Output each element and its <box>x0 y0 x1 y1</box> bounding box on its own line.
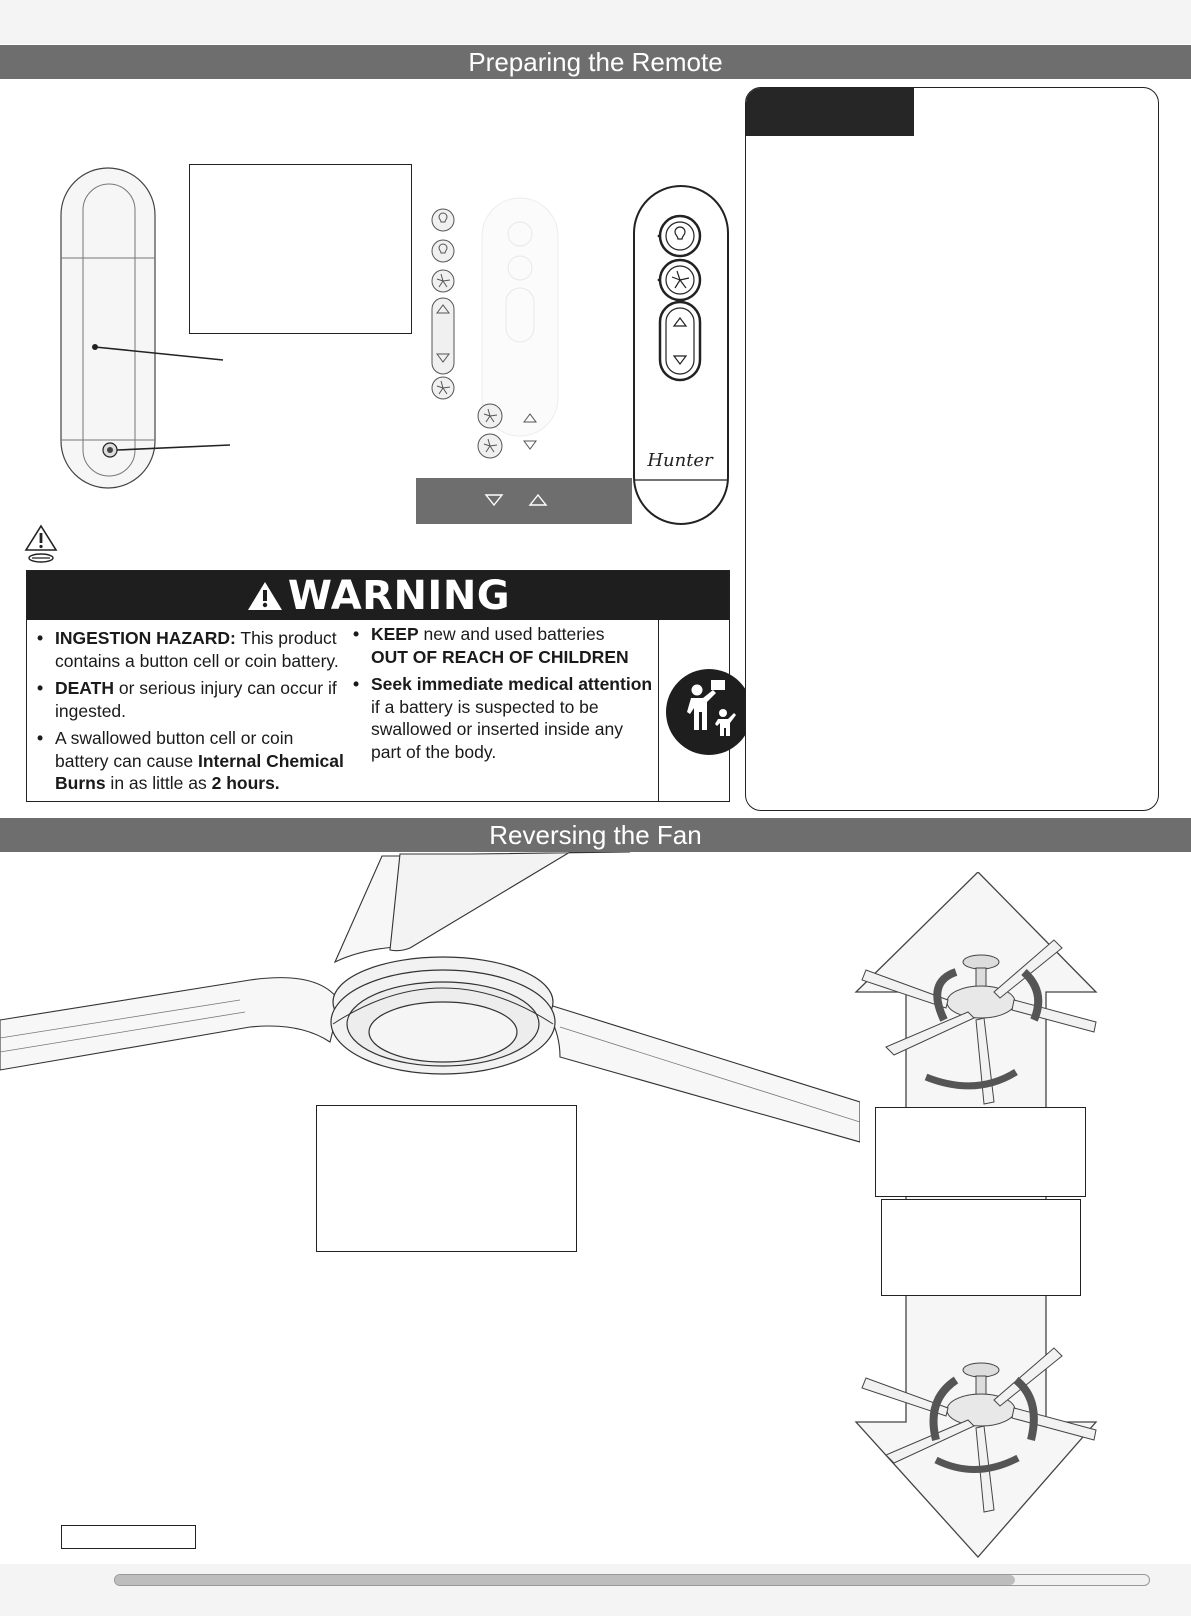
up-arrow-icon <box>530 495 546 505</box>
light-icon <box>432 209 454 231</box>
sidebar-panel <box>745 87 1159 811</box>
section-title-fan: Reversing the Fan <box>489 819 702 850</box>
warning-box <box>26 570 730 802</box>
warning-triangle-icon <box>246 580 284 612</box>
winter-mode-note-box <box>881 1199 1081 1296</box>
sidebar-tab <box>746 88 914 136</box>
remote-button-legend <box>426 196 576 466</box>
battery-caution-icon <box>24 524 58 564</box>
down-arrow-icon <box>524 441 536 449</box>
warning-item: • Seek immediate medical attention if a battery is suspected to be swallowed or inserted inside any part of the body. <box>347 673 653 763</box>
section-header-remote <box>0 45 1191 79</box>
section-header-fan <box>0 818 1191 852</box>
warning-divider <box>658 620 659 801</box>
warning-right-column <box>347 623 653 768</box>
warning-item: • INGESTION HAZARD: This product contains a button cell or coin battery. <box>31 627 349 672</box>
warning-item: • DEATH or serious injury can occur if ingested. <box>31 677 349 722</box>
warning-header <box>27 571 729 620</box>
remote-front-illustration <box>632 184 732 529</box>
child-safety-icon <box>665 668 753 756</box>
fan-direction-note-box <box>316 1105 577 1252</box>
page-progress-bar <box>114 1574 1150 1586</box>
remote-callout-label-box <box>189 164 412 334</box>
warning-item: • KEEP new and used batteries OUT OF REACH OF CHILDREN <box>347 623 653 668</box>
hunter-logo: Hunter <box>647 450 713 471</box>
down-arrow-icon <box>486 495 502 505</box>
warning-title: WARNING <box>287 572 511 619</box>
light-icon <box>432 240 454 262</box>
reverse-arrow-bar <box>416 478 632 524</box>
page-progress-fill <box>115 1575 1015 1585</box>
warning-left-column <box>31 627 349 800</box>
warning-item: • A swallowed button cell or coin battery can cause Internal Chemical Burns in as little as 2 hours. <box>31 727 349 795</box>
section-title-remote: Preparing the Remote <box>468 46 723 77</box>
footnote-box <box>61 1525 196 1549</box>
summer-mode-note-box <box>875 1107 1086 1197</box>
